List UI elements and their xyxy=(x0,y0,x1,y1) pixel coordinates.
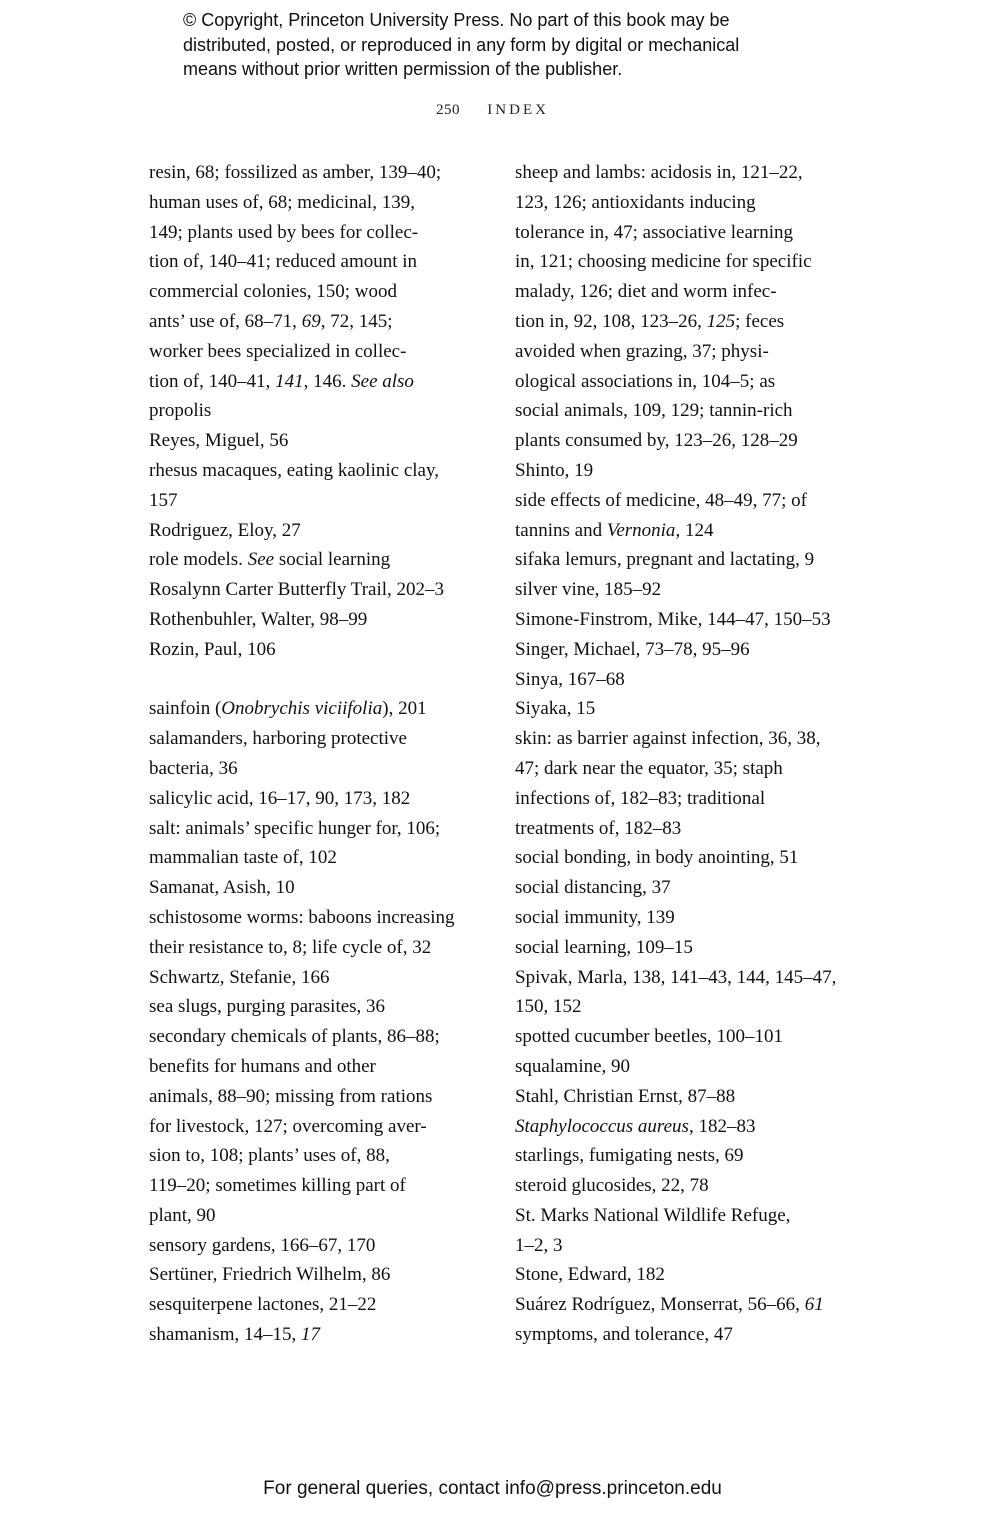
index-entry-line: ological associations in, 104–5; as xyxy=(515,370,776,392)
index-entry-line: tion of, 140–41; reduced amount in xyxy=(149,251,418,273)
index-entry-line: Staphylococcus aureus, 182–83 xyxy=(515,1115,756,1137)
index-entry xyxy=(515,635,850,665)
index-entry-line: Spivak, Marla, 138, 141–43, 144, 145–47, xyxy=(515,966,837,988)
index-entry-line: salt: animals’ specific hunger for, 106; xyxy=(149,817,441,839)
index-entry xyxy=(515,486,850,546)
index-entry-line: Reyes, Miguel, 56 xyxy=(149,430,289,452)
index-entry xyxy=(149,1320,484,1350)
index-entry-line: sainfoin (Onobrychis viciifolia), 201 xyxy=(149,698,427,720)
index-entry xyxy=(515,545,850,575)
index-entry xyxy=(515,158,850,456)
index-entry-line: human uses of, 68; medicinal, 139, xyxy=(149,191,415,213)
index-entry-line: Stone, Edward, 182 xyxy=(515,1264,665,1286)
index-entry xyxy=(149,694,484,724)
index-entry xyxy=(515,1260,850,1290)
index-entry-line: in, 121; choosing medicine for specific xyxy=(515,251,812,273)
index-entry xyxy=(515,1052,850,1082)
index-entry-line: tion in, 92, 108, 123–26, 125; feces xyxy=(515,310,785,332)
index-entry-line: starlings, fumigating nests, 69 xyxy=(515,1145,744,1167)
index-entry-line: Shinto, 19 xyxy=(515,459,594,481)
index-entry-line: Singer, Michael, 73–78, 95–96 xyxy=(515,638,750,660)
index-entry-line: steroid glucosides, 22, 78 xyxy=(515,1175,709,1197)
running-head xyxy=(0,102,985,119)
copyright-line: means without prior written permission of the publisher. xyxy=(183,59,623,79)
index-entry-line: 123, 126; antioxidants inducing xyxy=(515,191,756,213)
index-entry-line: for livestock, 127; overcoming aver- xyxy=(149,1115,427,1137)
index-entry-line: benefits for humans and other xyxy=(149,1055,376,1077)
index-column-right xyxy=(515,158,850,1350)
index-entry-line: shamanism, 14–15, 17 xyxy=(149,1324,320,1346)
index-entry-line: sensory gardens, 166–67, 170 xyxy=(149,1234,376,1256)
index-entry-line: sesquiterpene lactones, 21–22 xyxy=(149,1294,377,1316)
index-entry xyxy=(149,784,484,814)
copyright-line: © Copyright, Princeton University Press. No part of this book may be xyxy=(183,10,730,30)
index-entry-line: tolerance in, 47; associative learning xyxy=(515,221,794,243)
index-entry xyxy=(515,1141,850,1171)
index-entry xyxy=(149,1290,484,1320)
index-entry xyxy=(149,963,484,993)
index-entry-line: mammalian taste of, 102 xyxy=(149,847,337,869)
index-entry xyxy=(149,873,484,903)
index-entry-line: Schwartz, Stefanie, 166 xyxy=(149,966,330,988)
index-entry-line: malady, 126; diet and worm infec- xyxy=(515,281,777,303)
index-entry xyxy=(149,456,484,516)
index-entry xyxy=(149,1022,484,1231)
index-entry xyxy=(149,426,484,456)
index-entry-line: 119–20; sometimes killing part of xyxy=(149,1175,406,1197)
index-entry-line: sheep and lambs: acidosis in, 121–22, xyxy=(515,162,803,183)
index-entry-line: secondary chemicals of plants, 86–88; xyxy=(149,1026,440,1048)
index-entry-line: Suárez Rodríguez, Monserrat, 56–66, 61 xyxy=(515,1294,824,1316)
index-entry-line: silver vine, 185–92 xyxy=(515,579,662,601)
index-entry xyxy=(515,1022,850,1052)
index-entry-line: salamanders, harboring protective xyxy=(149,728,407,750)
index-entry-line: skin: as barrier against infection, 36, 38, xyxy=(515,728,821,750)
index-entry xyxy=(149,903,484,963)
index-entry-line: Sinya, 167–68 xyxy=(515,668,625,690)
index-entry-line: Stahl, Christian Ernst, 87–88 xyxy=(515,1085,736,1107)
index-entry xyxy=(149,158,484,426)
index-entry xyxy=(149,724,484,784)
index-entry-line: Sertüner, Friedrich Wilhelm, 86 xyxy=(149,1264,391,1286)
index-entry-line: social bonding, in body anointing, 51 xyxy=(515,847,799,869)
index-entry-line: sea slugs, purging parasites, 36 xyxy=(149,996,386,1018)
index-entry xyxy=(515,1320,850,1350)
index-entry-line: propolis xyxy=(149,400,212,422)
index-entry-line: plants consumed by, 123–26, 128–29 xyxy=(515,430,798,452)
index-entry xyxy=(149,635,484,665)
index-entry-line: rhesus macaques, eating kaolinic clay, xyxy=(149,459,439,481)
index-entry-line: symptoms, and tolerance, 47 xyxy=(515,1324,733,1346)
index-entry-line: side effects of medicine, 48–49, 77; of xyxy=(515,489,807,511)
index-entry-line: Siyaka, 15 xyxy=(515,698,596,720)
index-entry xyxy=(515,1290,850,1320)
index-entry-line: social distancing, 37 xyxy=(515,877,671,899)
index-entry-line: their resistance to, 8; life cycle of, 32 xyxy=(149,936,432,958)
index-entry-line: Rothenbuhler, Walter, 98–99 xyxy=(149,608,368,630)
index-entry-line: St. Marks National Wildlife Refuge, xyxy=(515,1204,791,1226)
index-entry-line: animals, 88–90; missing from rations xyxy=(149,1085,433,1107)
index-entry-line: ants’ use of, 68–71, 69, 72, 145; xyxy=(149,310,393,332)
index-entry xyxy=(149,605,484,635)
index-entry-line: Rozin, Paul, 106 xyxy=(149,638,276,660)
index-entry xyxy=(149,1260,484,1290)
index-entry xyxy=(149,545,484,575)
index-entry-line: avoided when grazing, 37; physi- xyxy=(515,340,769,362)
index-entry-line: spotted cucumber beetles, 100–101 xyxy=(515,1026,784,1048)
index-entry-line: resin, 68; fossilized as amber, 139–40; xyxy=(149,162,442,183)
index-entry-line: 47; dark near the equator, 35; staph xyxy=(515,757,783,779)
index-entry xyxy=(515,933,850,963)
index-entry-line: worker bees specialized in collec- xyxy=(149,340,407,362)
index-entry-line: tannins and Vernonia, 124 xyxy=(515,519,714,541)
index-entry xyxy=(149,516,484,546)
index-entry xyxy=(515,724,850,843)
index-entry xyxy=(515,605,850,635)
index-entry-line: social animals, 109, 129; tannin-rich xyxy=(515,400,793,422)
index-entry xyxy=(149,992,484,1022)
index-entry xyxy=(149,1231,484,1261)
index-entry-line: sifaka lemurs, pregnant and lactating, 9 xyxy=(515,549,815,571)
index-entry-line: 149; plants used by bees for collec- xyxy=(149,221,419,243)
index-entry xyxy=(149,575,484,605)
index-entry xyxy=(149,814,484,874)
index-entry-line: bacteria, 36 xyxy=(149,757,238,779)
index-entry xyxy=(515,963,850,1023)
index-entry-line: treatments of, 182–83 xyxy=(515,817,682,839)
index-entry xyxy=(515,873,850,903)
index-entry-line: role models. See social learning xyxy=(149,549,391,571)
index-entry xyxy=(515,694,850,724)
footer-contact: For general queries, contact info@press.princeton.edu xyxy=(263,1478,722,1499)
index-entry xyxy=(515,903,850,933)
page-number: 250 xyxy=(436,102,461,118)
index-entry-line: 1–2, 3 xyxy=(515,1234,563,1256)
index-entry-line: Rodriguez, Eloy, 27 xyxy=(149,519,301,541)
index-entry-line: salicylic acid, 16–17, 90, 173, 182 xyxy=(149,787,411,809)
index-entry-line: social immunity, 139 xyxy=(515,906,675,928)
section-title: INDEX xyxy=(487,102,549,118)
index-entry-line: 150, 152 xyxy=(515,996,582,1018)
index-entry-line: plant, 90 xyxy=(149,1204,216,1226)
copyright-line: distributed, posted, or reproduced in any form by digital or mechanical xyxy=(183,34,740,55)
index-entry xyxy=(515,1201,850,1261)
letter-group-gap xyxy=(149,665,484,695)
index-entry-line: infections of, 182–83; traditional xyxy=(515,787,766,809)
index-entry-line: Simone-Finstrom, Mike, 144–47, 150–53 xyxy=(515,608,831,630)
index-entry-line: 157 xyxy=(149,489,178,511)
index-entry xyxy=(515,665,850,695)
index-entry xyxy=(515,1112,850,1142)
index-entry-line: commercial colonies, 150; wood xyxy=(149,281,397,303)
index-entry-line: social learning, 109–15 xyxy=(515,936,693,958)
index-entry-line: tion of, 140–41, 141, 146. See also xyxy=(149,370,414,392)
index-entry-line: schistosome worms: baboons increasing xyxy=(149,906,455,928)
index-entry xyxy=(515,843,850,873)
copyright-notice xyxy=(183,8,923,82)
index-entry xyxy=(515,1082,850,1112)
index-entry-line: sion to, 108; plants’ uses of, 88, xyxy=(149,1145,390,1167)
index-entry-line: squalamine, 90 xyxy=(515,1055,631,1077)
index-entry xyxy=(515,1171,850,1201)
index-entry xyxy=(515,575,850,605)
index-column-left xyxy=(149,158,484,1350)
index-entry-line: Samanat, Asish, 10 xyxy=(149,877,295,899)
index-entry xyxy=(515,456,850,486)
index-entry-line: Rosalynn Carter Butterfly Trail, 202–3 xyxy=(149,579,445,601)
